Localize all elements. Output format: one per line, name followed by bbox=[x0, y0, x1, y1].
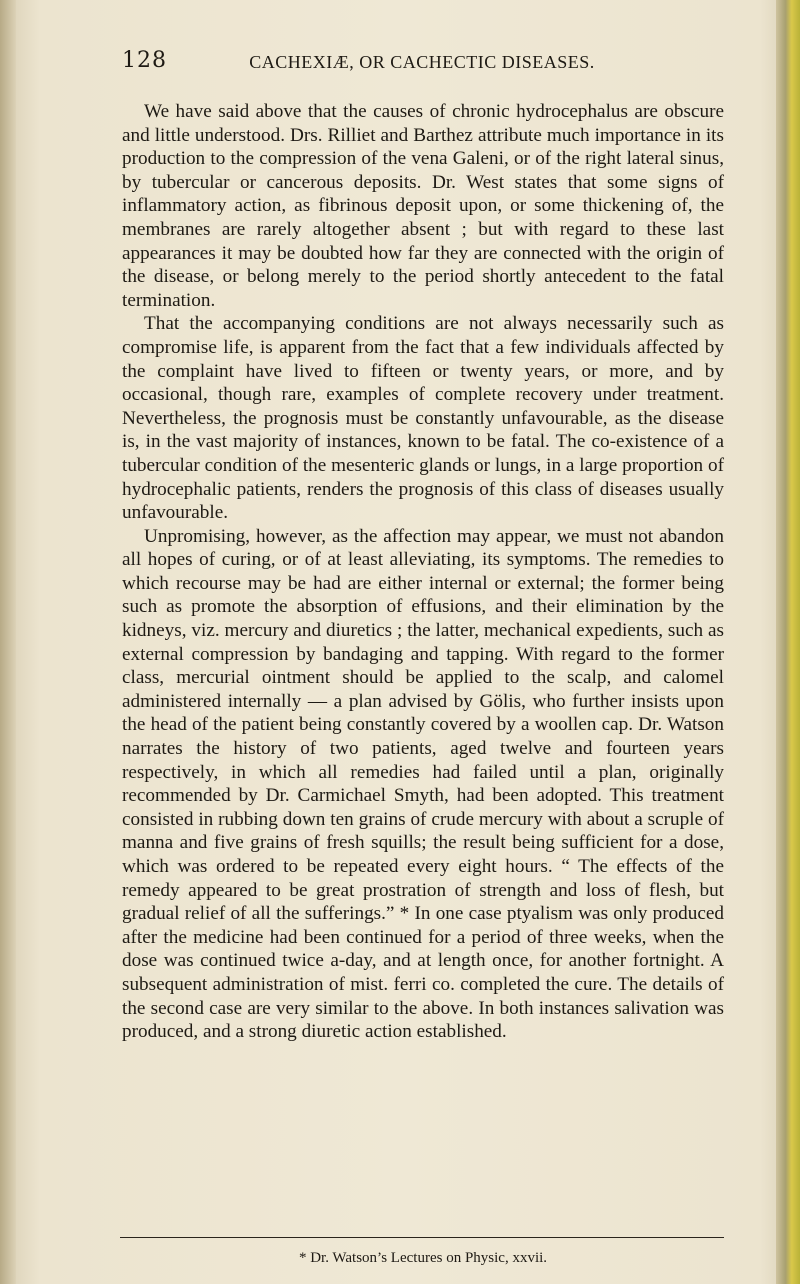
running-head: CACHEXIÆ, OR CACHECTIC DISEASES. bbox=[249, 52, 595, 72]
page-header bbox=[122, 48, 722, 82]
page-number: 128 bbox=[122, 48, 167, 73]
body-text bbox=[122, 100, 724, 1044]
paragraph: Unpromising, however, as the affection may appear, we must not abandon all hopes of curing, or of at least alleviating, its symptoms. The remedies to which recourse may be had are either internal or external; the former being such as promote the absorption of effusions, and their elimination by the kidneys, viz. mercury and diuretics ; the latter, mechanical expedients, such as external compression by bandaging and tapping. With regard to the former class, mercurial ointment should be applied to the scalp, and calomel administered internally — a plan advised by Gölis, who further insists upon the head of the patient being constantly covered by a woollen cap. Dr. Watson narrates the history of two patients, aged twelve and fourteen years respectively, in which all remedies had failed until a plan, originally recommended by Dr. Carmichael Smyth, had been adopted. This treatment consisted in rubbing down ten grains of crude mercury with about a scruple of manna and five grains of fresh squills; the result being sufficient for a dose, which was ordered to be repeated every eight hours. “ The effects of the remedy appeared to be great prostration of strength and loss of flesh, but gradual relief of all the sufferings.” * In one case ptyalism was only produced after the medicine had been continued for a period of three weeks, when the dose was continued twice a-day, and at length once, for another fortnight. A subsequent administration of mist. ferri co. completed the cure. The details of the second case are very similar to the above. In both instances salivation was produced, and a strong diuretic action established. bbox=[122, 525, 724, 1043]
page-edge-binding bbox=[776, 0, 800, 1284]
paragraph: That the accompanying conditions are not always necessarily such as compromise life, is apparent from the fact that a few individuals affected by the complaint have lived to fifteen or twenty years, or more, and by occasional, though rare, examples of complete recovery under treatment. Nevertheless, the prognosis must be constantly unfavourable, as the disease is, in the vast majority of instances, known to be fatal. The co-existence of a tubercular condition of the mesenteric glands or lungs, in a large proportion of hydrocephalic patients, renders the prognosis of this class of diseases usually unfavourable. bbox=[122, 313, 724, 524]
footnote: * Dr. Watson’s Lectures on Physic, xxvii. bbox=[298, 1250, 548, 1266]
paragraph: We have said above that the causes of chronic hydrocephalus are obscure and little understood. Drs. Rilliet and Barthez attribute much importance in its production to the compression of the vena Galeni, or of the right lateral sinus, by tubercular or cancerous deposits. Dr. West states that some signs of inflammatory action, as fibrinous deposit upon, or some thickening of, the membranes are rarely altogether absent ; but with regard to these last appearances it may be doubted how far they are connected with the origin of the disease, or belong merely to the period shortly antecedent to the fatal termination. bbox=[122, 101, 724, 311]
page-gutter-shadow bbox=[0, 0, 16, 1284]
footnote-rule bbox=[120, 1237, 724, 1238]
